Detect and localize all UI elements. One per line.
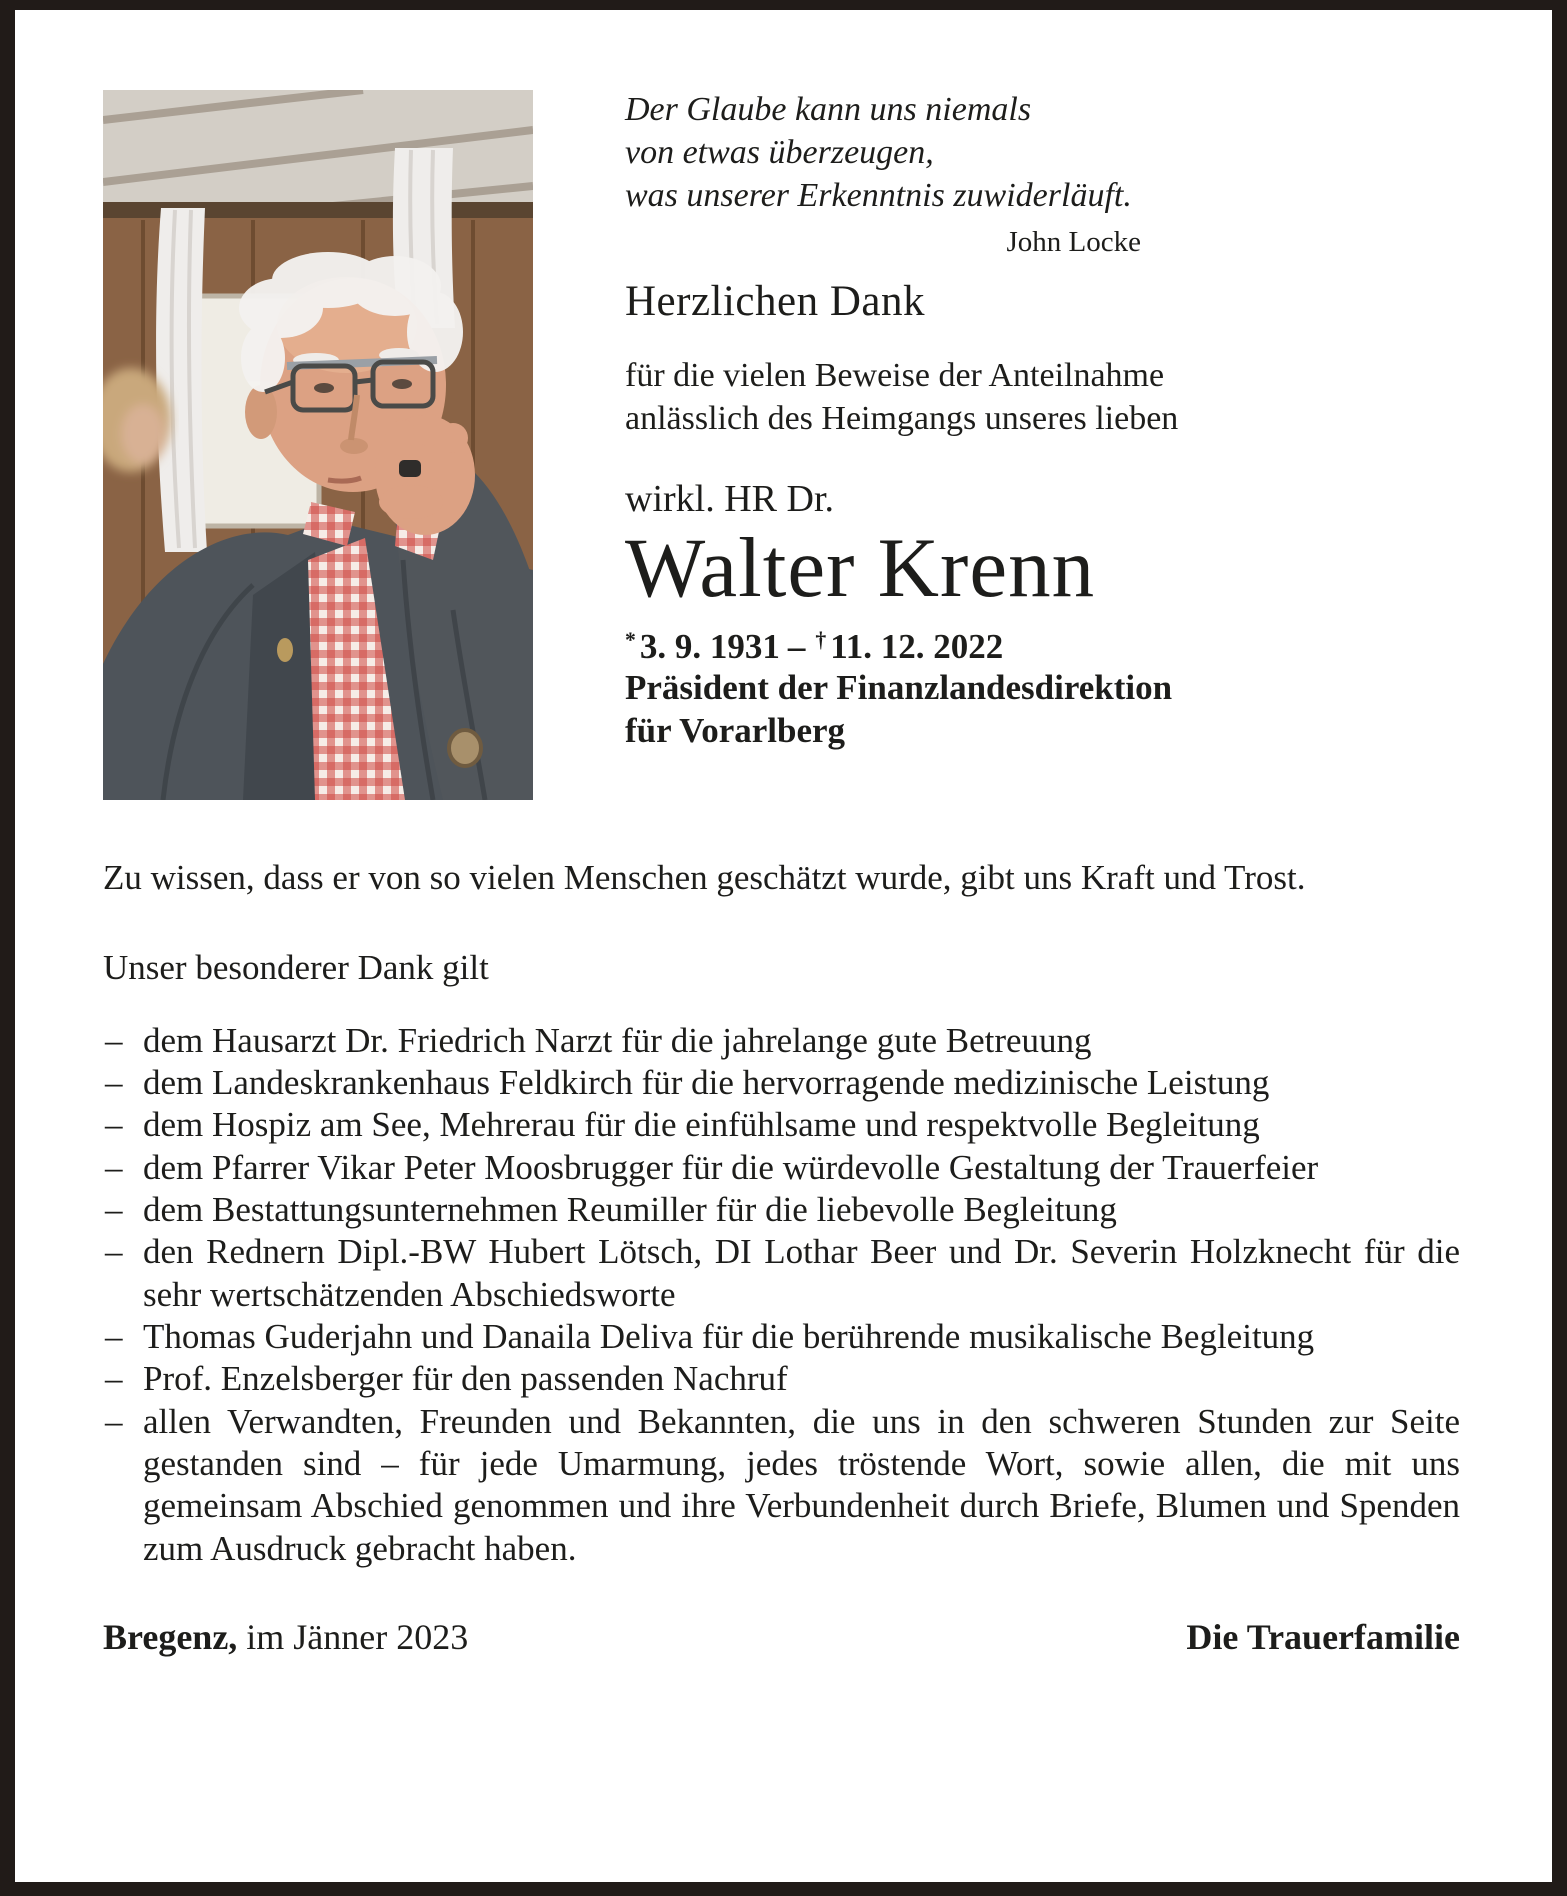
death-date: 11. 12. 2022 <box>830 627 1004 667</box>
dash-marker: – <box>105 1317 123 1357</box>
list-item-text: den Rednern Dipl.-BW Hubert Lötsch, DI Lothar Beer und Dr. Severin Holzknecht für die sehr wertschätzenden Abschiedsworte <box>143 1232 1460 1314</box>
list-item <box>103 1104 1460 1146</box>
dash-marker: – <box>105 1190 123 1230</box>
thanks-list <box>103 1020 1460 1570</box>
thanks-heading: Herzlichen Dank <box>625 277 925 325</box>
footer <box>103 1616 1460 1660</box>
list-item <box>103 1231 1460 1316</box>
list-item <box>103 1316 1460 1358</box>
quote-line: Der Glaube kann uns niemals <box>625 91 1032 128</box>
list-item <box>103 1062 1460 1104</box>
list-heading: Unser besonderer Dank gilt <box>103 948 489 988</box>
place-and-date <box>103 1616 468 1660</box>
list-item-text: dem Hausarzt Dr. Friedrich Narzt für die jahrelange gute Betreuung <box>143 1020 1092 1060</box>
deceased-name: Walter Krenn <box>625 520 1096 615</box>
dates-separator: – <box>787 627 806 667</box>
dash-marker: – <box>105 1020 123 1060</box>
death-symbol: † <box>815 628 827 653</box>
list-item <box>103 1189 1460 1231</box>
lower-section <box>15 857 1552 1660</box>
list-item-text: dem Pfarrer Vikar Peter Moosbrugger für die würdevolle Gestaltung der Trauerfeier <box>143 1147 1319 1187</box>
body-intro: Zu wissen, dass er von so vielen Menschen geschätzt wurde, gibt uns Kraft und Trost. <box>103 858 1306 897</box>
quote-attribution: John Locke <box>1006 225 1141 258</box>
dash-marker: – <box>105 1359 123 1399</box>
dash-marker: – <box>105 1063 123 1103</box>
life-dates <box>625 627 1480 667</box>
list-item <box>103 1358 1460 1400</box>
role-line: für Vorarlberg <box>625 710 846 750</box>
intro-line: für die vielen Beweise der Anteilnahme <box>625 356 1165 394</box>
birth-date: 3. 9. 1931 <box>639 627 780 667</box>
list-item-text: dem Landeskrankenhaus Feldkirch für die hervorragende medizinische Leistung <box>143 1063 1270 1103</box>
intro-paragraph <box>625 354 1480 441</box>
dash-marker: – <box>105 1401 123 1441</box>
portrait-photo <box>103 90 533 800</box>
quote-line: von etwas überzeugen, <box>625 134 934 172</box>
list-item-text: dem Bestattungsunternehmen Reumiller für die liebevolle Begleitung <box>143 1190 1117 1230</box>
role-line: Präsident der Finanzlandesdirektion <box>625 668 1173 708</box>
deceased-role <box>625 667 1480 752</box>
list-item-text: Thomas Guderjahn und Danaila Deliva für die berührende musikalische Begleitung <box>143 1317 1315 1357</box>
list-item-text: Prof. Enzelsberger für den passenden Nachruf <box>143 1359 788 1399</box>
honorific-title: wirkl. HR Dr. <box>625 477 834 520</box>
list-item <box>103 1401 1460 1570</box>
list-item <box>103 1147 1460 1189</box>
right-column <box>625 88 1480 753</box>
list-item-text: dem Hospiz am See, Mehrerau für die einfühlsame und respektvolle Begleitung <box>143 1105 1260 1145</box>
signature: Die Trauerfamilie <box>1186 1617 1460 1658</box>
quote <box>625 88 1141 218</box>
intro-line: anlässlich des Heimgangs unseres lieben <box>625 400 1179 438</box>
quote-line: was unserer Erkenntnis zuwiderläuft. <box>625 177 1132 215</box>
memorial-card <box>15 10 1552 1882</box>
top-section <box>15 10 1552 805</box>
dash-marker: – <box>105 1232 123 1272</box>
place: Bregenz, <box>103 1617 238 1658</box>
list-item <box>103 1020 1460 1062</box>
birth-symbol: * <box>625 628 636 653</box>
dash-marker: – <box>105 1147 123 1187</box>
list-item-text: allen Verwandten, Freunden und Bekannten, die uns in den schweren Stunden zur Seite gestanden sind – für jede Umarmung, jedes tröstende Wort, sowie allen, die mit uns gemeinsam Abschied genommen und ihre Verbundenheit durch Briefe, Blumen und Spenden zum Ausdruck gebracht haben. <box>143 1401 1460 1568</box>
dash-marker: – <box>105 1105 123 1145</box>
portrait-photo-illustration <box>103 90 533 800</box>
date: im Jänner 2023 <box>246 1617 469 1658</box>
